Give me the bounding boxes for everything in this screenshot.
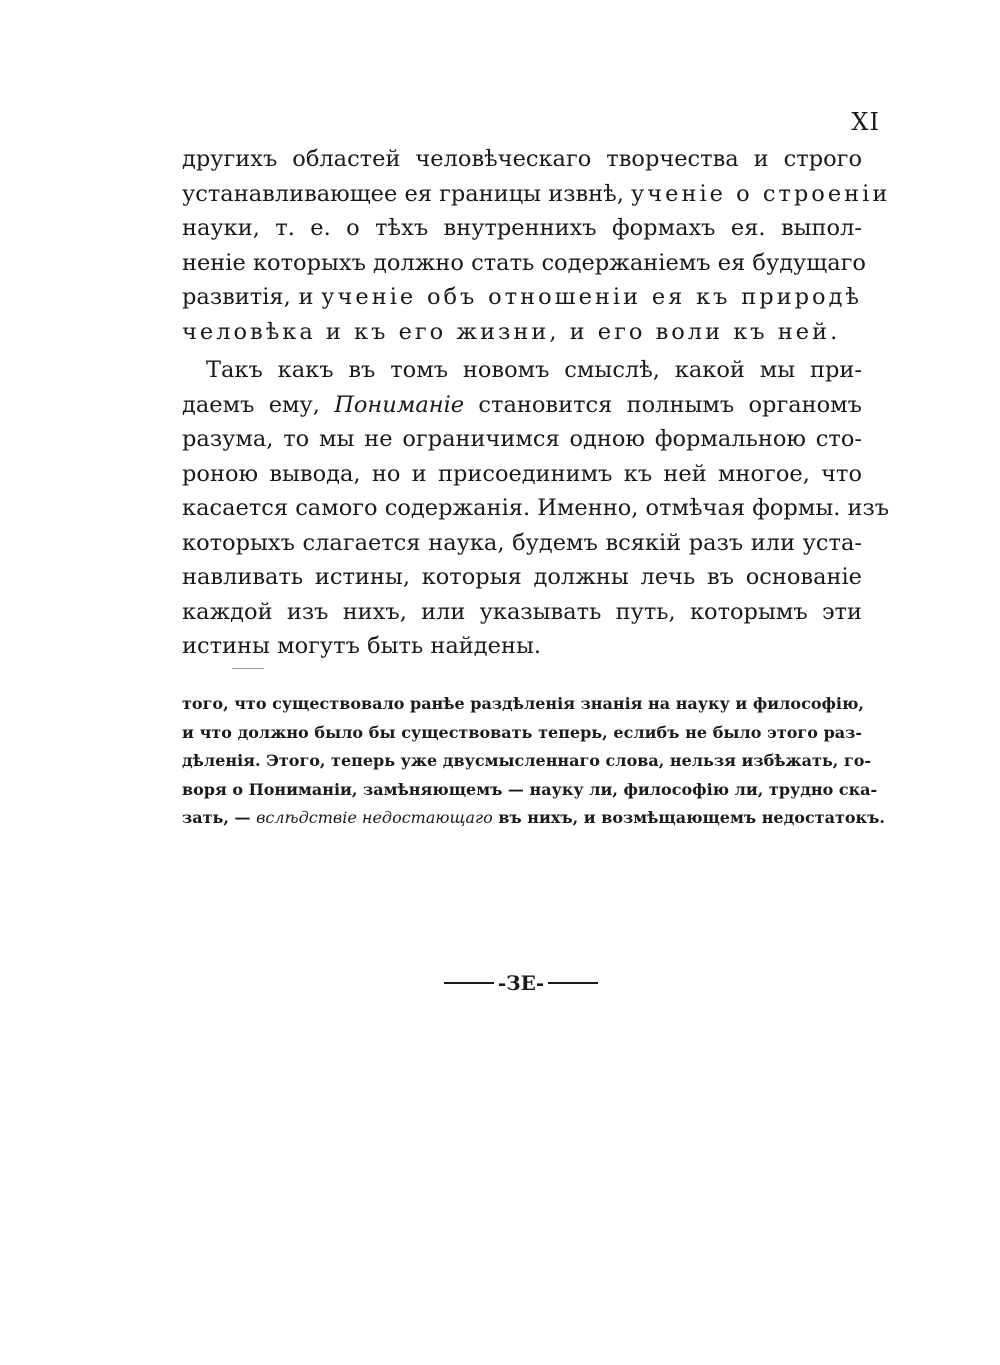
footnote-line: дѣленія. Этого, теперь уже двусмысленнаго слова, нельзя избѣжать, го- (182, 751, 872, 770)
italic-phrase: вслѣдствіе недостающаго (256, 808, 493, 827)
footnote-rule (232, 668, 264, 669)
text-line (182, 388, 862, 423)
text-fragment: развитія, и (182, 284, 314, 310)
footnote-line: того, что существовало ранѣе раздѣленія знанія на науку и философію, (182, 694, 864, 713)
text-line (182, 280, 862, 315)
text-fragment: устанавливающее ея границы извнѣ, (182, 180, 624, 207)
ornament-dash-left (444, 982, 494, 984)
text-fragment: зать, — (182, 808, 251, 827)
text-fragment: становится полнымъ органомъ (478, 391, 862, 418)
text-line: Такъ какъ въ томъ новомъ смыслѣ, какой мы при- (206, 357, 862, 383)
text-fragment: въ нихъ, и возмѣщающемъ недостатокъ. (498, 808, 885, 827)
text-line (182, 177, 891, 212)
text-line: науки, т. е. о тѣхъ внутреннихъ формахъ ея. выпол- (182, 215, 862, 241)
text-line: разума, то мы не ограничимся одною формальною сто- (182, 426, 862, 452)
text-line: неніе которыхъ должно стать содержаніемъ ея будущаго (182, 249, 866, 276)
text-line: человѣка и къ его жизни, и его воли къ ней. (182, 318, 841, 345)
ornament-mark: -ЗЕ- (497, 971, 545, 995)
text-line: касается самого содержанія. Именно, отмѣчая формы. изъ (182, 495, 890, 521)
spaced-text: ученіе о строеніи (631, 180, 891, 207)
ornament-dash-right (548, 982, 598, 984)
footnote (182, 690, 885, 833)
text-line: другихъ областей человѣческаго творчества и строго (182, 146, 862, 172)
text-line: истины могутъ быть найдены. (182, 633, 542, 659)
page-number: XI (851, 108, 880, 136)
ornament-divider (444, 968, 598, 998)
italic-term: Пониманіе (334, 391, 465, 418)
footnote-line (182, 804, 885, 833)
footnote-line: и что должно было бы существовать теперь, еслибъ не было этого раз- (182, 722, 862, 742)
text-fragment: даемъ ему, (182, 391, 320, 418)
text-line: каждой изъ нихъ, или указывать путь, которымъ эти (182, 598, 862, 625)
main-text (182, 142, 891, 664)
text-line: роною вывода, но и присоединимъ къ ней многое, что (182, 460, 862, 487)
text-line: навливать истины, которыя должны лечь въ основаніе (182, 564, 862, 590)
spaced-text: ученіе объ отношеніи ея къ природѣ (321, 284, 862, 310)
text-line: которыхъ слагается наука, будемъ всякій разъ или уста- (182, 529, 862, 556)
footnote-line: воря о Пониманіи, замѣняющемъ — науку ли, философію ли, трудно ска- (182, 779, 878, 799)
